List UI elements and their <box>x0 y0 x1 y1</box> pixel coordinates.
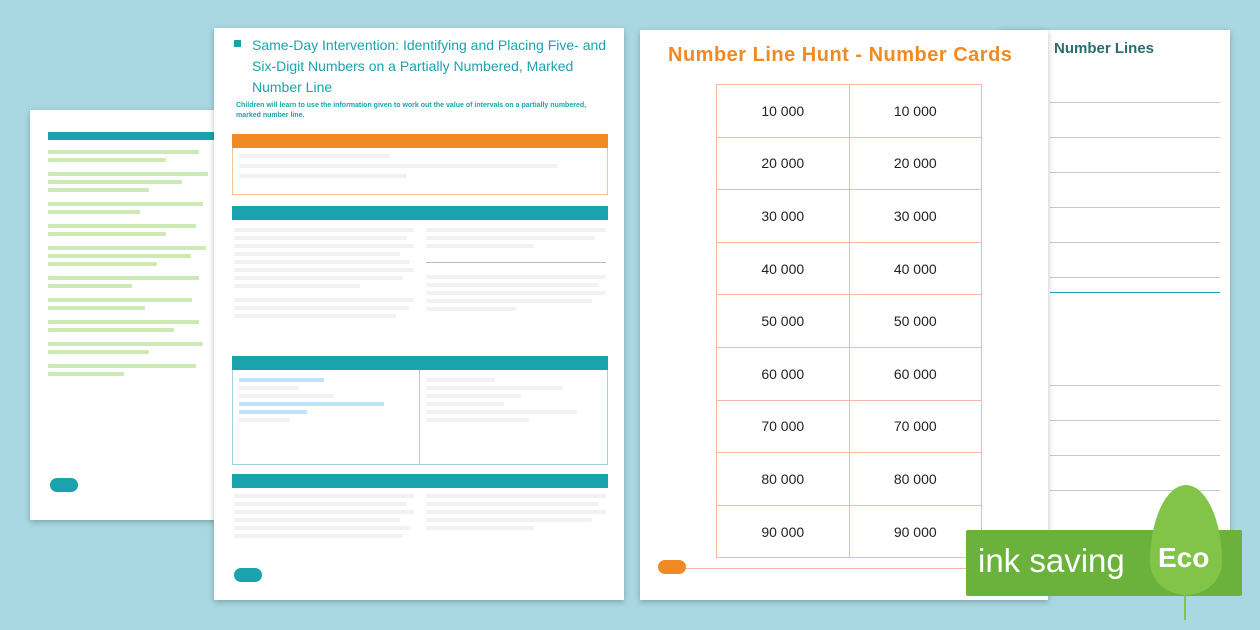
number-card: 30 000 <box>717 190 850 243</box>
number-card: 90 000 <box>717 505 850 558</box>
explaining-text-right <box>426 224 606 315</box>
number-card: 60 000 <box>717 347 850 400</box>
preparation-table <box>232 370 608 465</box>
number-card: 90 000 <box>849 505 982 558</box>
explaining-the-key-header <box>232 206 608 220</box>
preparation-header <box>232 356 608 370</box>
number-cards-title: Number Line Hunt - Number Cards <box>668 44 1013 66</box>
intervention-subtitle: Children will learn to use the information given to work out the value of intervals on a partially numbered, marked number line. <box>236 102 587 119</box>
number-card: 60 000 <box>849 347 982 400</box>
card-row <box>717 347 982 400</box>
card-row <box>717 85 982 138</box>
explaining-text-left <box>234 224 414 322</box>
eco-label: Eco <box>1158 542 1210 573</box>
pre-intervention-check-box <box>232 148 608 195</box>
twinkl-logo <box>234 568 262 582</box>
number-card: 30 000 <box>849 190 982 243</box>
number-card: 50 000 <box>849 295 982 348</box>
number-card: 80 000 <box>717 453 850 506</box>
number-card: 70 000 <box>717 400 850 453</box>
number-card: 80 000 <box>849 453 982 506</box>
leaf-stem <box>1184 590 1186 620</box>
intervention-title: Same-Day Intervention: Identifying and Placing Five- and Six-Digit Numbers on a Partially Numbered, Marked Number Line <box>252 37 607 95</box>
card-row <box>717 400 982 453</box>
card-row <box>717 137 982 190</box>
card-row <box>717 190 982 243</box>
addressing-the-gap-header <box>232 474 608 488</box>
twinkl-logo <box>50 478 78 492</box>
key-questions-page <box>30 110 230 520</box>
number-card: 40 000 <box>849 242 982 295</box>
number-cards-sheet <box>640 30 1048 600</box>
addressing-text-left <box>234 490 414 542</box>
number-lines-title: Number Lines <box>1054 40 1155 57</box>
card-row <box>717 295 982 348</box>
number-card: 70 000 <box>849 400 982 453</box>
number-card: 20 000 <box>717 137 850 190</box>
key-questions-list <box>30 140 230 376</box>
number-card: 10 000 <box>717 85 850 138</box>
number-card: 10 000 <box>849 85 982 138</box>
number-card-grid <box>716 84 982 558</box>
addressing-text-right <box>426 490 606 534</box>
number-card: 50 000 <box>717 295 850 348</box>
card-row <box>717 453 982 506</box>
pre-intervention-check-header <box>232 134 608 148</box>
twinkl-logo <box>658 560 686 574</box>
eco-badge-text: ink saving <box>978 542 1125 579</box>
number-card: 40 000 <box>717 242 850 295</box>
number-card: 20 000 <box>849 137 982 190</box>
key-questions-header <box>48 132 216 140</box>
intervention-sheet <box>214 28 624 600</box>
mini-number-line <box>426 262 606 263</box>
card-row <box>717 242 982 295</box>
title-bullet <box>234 40 241 47</box>
card-row <box>717 505 982 558</box>
